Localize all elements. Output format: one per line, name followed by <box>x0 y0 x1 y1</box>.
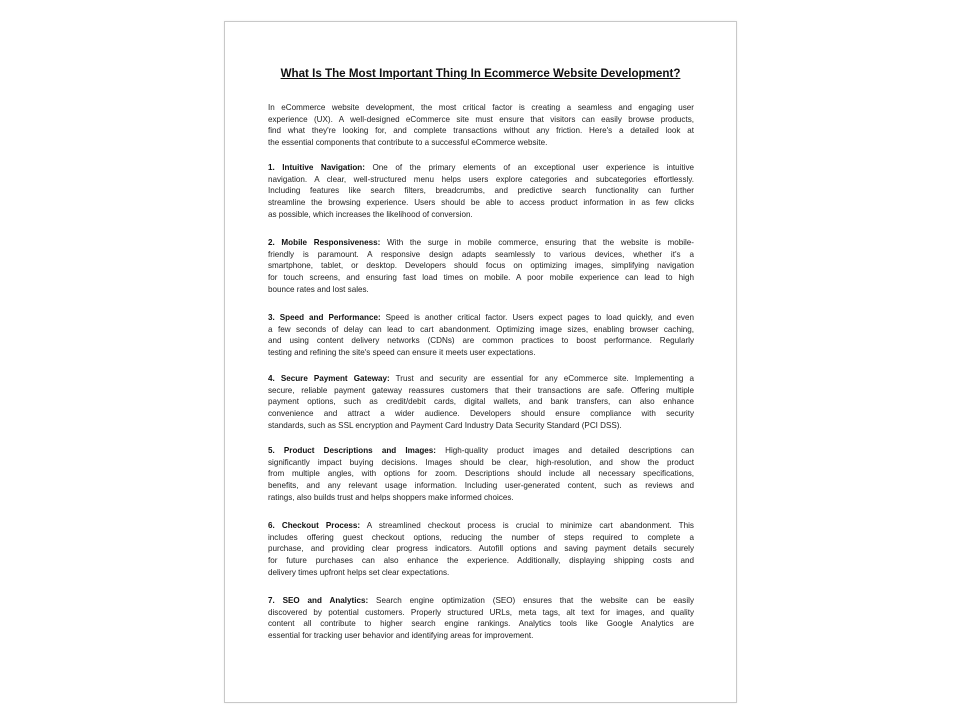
text-line <box>268 555 694 567</box>
line-text: for touch screens, and ensuring fast load times on mobile. A poor mobile experience can lead to high <box>268 272 694 282</box>
line-text: for future purchases can also enhance the experience. Additionally, displaying shipping costs and <box>268 555 694 565</box>
text-line <box>268 174 694 186</box>
text-line <box>268 480 694 492</box>
line-text: friendly is paramount. A responsive design adapts seamlessly to various devices, whether it's a <box>268 249 694 259</box>
section-heading: 5. Product Descriptions and Images: <box>268 446 436 455</box>
line-text: delivery times upfront helps set clear expectations. <box>268 567 450 577</box>
line-text: purchase, and providing clear progress indicators. Autofill options and saving payment details securely <box>268 544 694 554</box>
line-text: benefits, and any relevant usage information. Including user-generated content, such as reviews and <box>268 480 694 490</box>
paragraph <box>268 102 694 149</box>
line-text: navigation. A clear, well-structured menu helps users explore categories and subcategories effortlessly. <box>268 174 694 184</box>
text-line <box>268 272 694 284</box>
text-line <box>268 373 694 385</box>
section-heading: 1. Intuitive Navigation: <box>268 163 365 172</box>
line-text: the essential components that contribute to a successful eCommerce website. <box>268 137 548 147</box>
document-page <box>224 21 737 703</box>
line-text: as possible, which increases the likelihood of conversion. <box>268 209 473 219</box>
line-text: standards, such as SSL encryption and Payment Card Industry Data Security Standard (PCI DSS). <box>268 420 622 430</box>
line-text: content all contribute to higher search engine rankings. Analytics tools like Google Analytics are <box>268 619 694 629</box>
paragraph <box>268 162 694 220</box>
line-text: Speed is another critical factor. Users expect pages to load quickly, and even <box>380 313 694 322</box>
text-line <box>268 249 694 261</box>
text-line <box>268 408 694 420</box>
text-line <box>268 385 694 397</box>
text-line <box>268 595 694 607</box>
text-line <box>268 125 694 137</box>
line-text: High-quality product images and detailed descriptions can <box>435 446 694 455</box>
line-text: testing and refining the site's speed can ensure it meets user expectations. <box>268 347 536 357</box>
text-line <box>268 520 694 532</box>
text-line <box>268 492 694 504</box>
text-line <box>268 445 694 457</box>
document-title: What Is The Most Important Thing In Ecommerce Website Development? <box>280 67 681 80</box>
line-text: essential for tracking user behavior and identifying areas for improvement. <box>268 630 534 640</box>
section-heading: 6. Checkout Process: <box>268 521 361 530</box>
text-line <box>268 237 694 249</box>
line-text: One of the primary elements of an exceptional user experience is intuitive <box>364 163 694 172</box>
line-text: find what they're looking for, and complete transactions without any friction. Here's a detailed look at <box>268 126 694 136</box>
text-line <box>268 137 694 149</box>
line-text: Including features like search filters, breadcrumbs, and predictive search functionality can further <box>268 186 694 196</box>
text-line <box>268 468 694 480</box>
line-text: significantly impact buying decisions. Images should be clear, high-resolution, and show the product <box>268 457 694 467</box>
section-heading: 3. Speed and Performance: <box>268 313 381 322</box>
text-line <box>268 185 694 197</box>
line-text: Search engine optimization (SEO) ensures that the website can be easily <box>368 596 694 605</box>
line-text: a few seconds of delay can lead to cart abandonment. Optimizing image sizes, enabling browser caching, <box>268 324 694 334</box>
text-line <box>268 335 694 347</box>
paragraph <box>268 445 694 503</box>
text-line <box>268 260 694 272</box>
line-text: With the surge in mobile commerce, ensuring that the website is mobile- <box>380 238 694 247</box>
text-line <box>268 543 694 555</box>
text-line <box>268 197 694 209</box>
text-line <box>268 567 694 579</box>
line-text: streamline the browsing experience. Users should be able to access product information in as few clicks <box>268 197 694 207</box>
text-line <box>268 457 694 469</box>
text-line <box>268 347 694 359</box>
line-text: experience (UX). A well-designed eCommerce site must ensure that visitors can easily browse products, <box>268 114 694 124</box>
line-text: and using content delivery networks (CDNs) are common practices to boost performance. Regularly <box>268 336 694 346</box>
section-heading: 7. SEO and Analytics: <box>268 596 369 605</box>
line-text: bounce rates and lost sales. <box>268 284 369 294</box>
text-line <box>268 420 694 432</box>
text-line <box>268 162 694 174</box>
paragraph <box>268 312 694 359</box>
section-heading: 2. Mobile Responsiveness: <box>268 238 381 247</box>
line-text: payment options, such as credit/debit cards, digital wallets, and bank transfers, can also enhance <box>268 397 694 407</box>
text-line <box>268 324 694 336</box>
text-line <box>268 284 694 296</box>
line-text: includes offering guest checkout options, reducing the number of steps required to complete a <box>268 532 694 542</box>
paragraph <box>268 237 694 295</box>
text-line <box>268 209 694 221</box>
text-line <box>268 630 694 642</box>
section-heading: 4. Secure Payment Gateway: <box>268 374 390 383</box>
line-text: secure, reliable payment gateway reassures customers that their transactions are safe. Offering multiple <box>268 385 694 395</box>
text-line <box>268 312 694 324</box>
text-line <box>268 396 694 408</box>
line-text: from multiple angles, with options for zoom. Descriptions should include all necessary specifications, <box>268 469 694 479</box>
text-line <box>268 114 694 126</box>
text-line <box>268 102 694 114</box>
paragraph <box>268 520 694 578</box>
line-text: Trust and security are essential for any eCommerce site. Implementing a <box>389 374 694 383</box>
text-line <box>268 532 694 544</box>
line-text: A streamlined checkout process is crucial to minimize cart abandonment. This <box>360 521 694 530</box>
text-line <box>268 618 694 630</box>
line-text: In eCommerce website development, the most critical factor is creating a seamless and engaging user <box>268 103 694 112</box>
line-text: discovered by potential customers. Properly structured URLs, meta tags, alt text for images, and quality <box>268 607 694 617</box>
paragraph <box>268 595 694 642</box>
line-text: ratings, also builds trust and helps shoppers make informed choices. <box>268 492 514 502</box>
line-text: smartphone, tablet, or desktop. Developers should focus on optimizing images, simplifying navigation <box>268 261 694 271</box>
paragraph <box>268 373 694 431</box>
text-line <box>268 607 694 619</box>
line-text: convenience and attract a wider audience. Developers should ensure compliance with security <box>268 408 694 418</box>
